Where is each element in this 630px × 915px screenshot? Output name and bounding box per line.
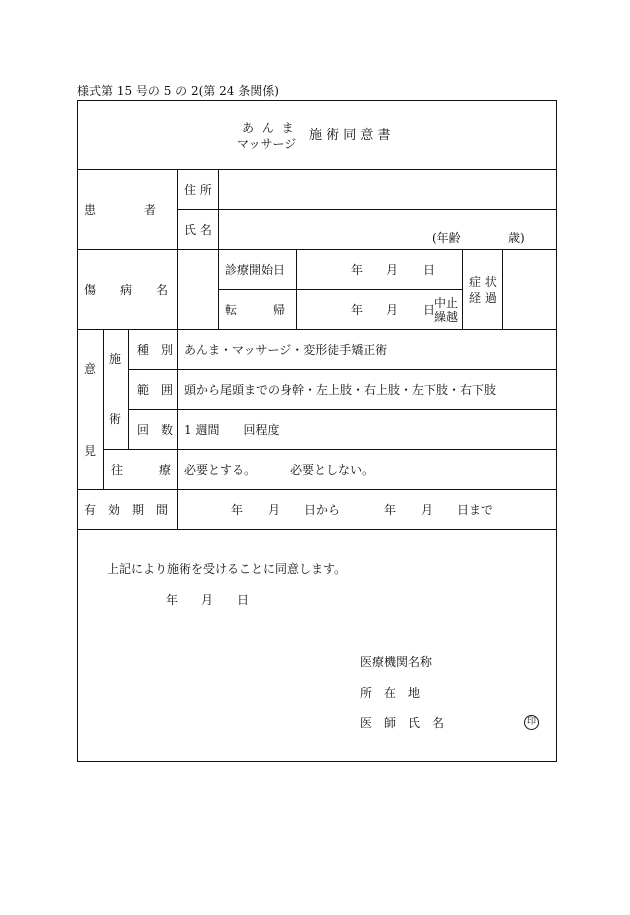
validity-label: 有 効 期 間 bbox=[84, 503, 169, 517]
visit-not-needed-option: 必要としない。 bbox=[290, 463, 375, 477]
outcome-month: 月 bbox=[386, 303, 399, 317]
scope-label: 範 囲 bbox=[137, 383, 174, 397]
treatment-label-2: 術 bbox=[109, 412, 122, 426]
validity-to-month: 月 bbox=[421, 503, 434, 517]
outcome-day: 日 bbox=[423, 303, 436, 317]
treatment-label-1: 施 bbox=[109, 352, 122, 366]
injury-name-label: 傷 病 名 bbox=[84, 283, 169, 297]
age-close-label: 歳) bbox=[508, 231, 525, 245]
treatment-start-label: 診療開始日 bbox=[225, 263, 286, 277]
title-line-2: マッサージ bbox=[237, 137, 297, 151]
location-label: 所 在 地 bbox=[360, 686, 421, 700]
form-number: 様式第 15 号の 5 の 2(第 24 条関係) bbox=[77, 84, 279, 98]
outcome-label: 転 帰 bbox=[225, 303, 286, 317]
opinion-label-2: 見 bbox=[84, 444, 97, 458]
start-month: 月 bbox=[386, 263, 399, 277]
title-line-1: あ ん ま bbox=[242, 121, 296, 135]
seal-mark: 印 bbox=[524, 715, 539, 730]
document-title: 施 術 同 意 書 bbox=[309, 128, 391, 143]
address-label: 住 所 bbox=[184, 183, 212, 197]
symptoms-label-1: 症 状 bbox=[469, 275, 497, 289]
patient-label: 患 者 bbox=[84, 203, 157, 217]
validity-from-day: 日から bbox=[304, 503, 341, 517]
visit-needed-option: 必要とする。 bbox=[184, 463, 257, 477]
start-year: 年 bbox=[351, 263, 364, 277]
consent-statement: 上記により施術を受けることに同意します。 bbox=[107, 562, 347, 576]
validity-from-year: 年 bbox=[231, 503, 244, 517]
consent-month: 月 bbox=[201, 593, 214, 607]
name-label: 氏 名 bbox=[184, 223, 212, 237]
type-value: あんま・マッサージ・変形徒手矯正術 bbox=[184, 343, 388, 357]
carried-over-label: 繰越 bbox=[434, 310, 459, 324]
type-label: 種 別 bbox=[137, 343, 174, 357]
validity-to-year: 年 bbox=[384, 503, 397, 517]
validity-to-day: 日まで bbox=[457, 503, 494, 517]
institution-name-label: 医療機関名称 bbox=[360, 655, 433, 669]
scope-value: 頭から尾頭までの身幹・左上肢・右上肢・左下肢・右下肢 bbox=[184, 383, 497, 397]
home-visit-label: 往 療 bbox=[111, 463, 172, 477]
count-value: 1 週間 回程度 bbox=[184, 423, 280, 437]
validity-from-month: 月 bbox=[268, 503, 281, 517]
symptoms-label-2: 経 過 bbox=[469, 291, 497, 305]
discontinued-label: 中止 bbox=[434, 296, 459, 310]
doctor-name-label: 医 師 氏 名 bbox=[360, 716, 445, 730]
count-label: 回 数 bbox=[137, 423, 174, 437]
opinion-label-1: 意 bbox=[84, 362, 97, 376]
outcome-year: 年 bbox=[351, 303, 364, 317]
consent-year: 年 bbox=[166, 593, 179, 607]
age-open-label: (年齢 bbox=[432, 231, 461, 245]
start-day: 日 bbox=[423, 263, 436, 277]
consent-day: 日 bbox=[237, 593, 250, 607]
